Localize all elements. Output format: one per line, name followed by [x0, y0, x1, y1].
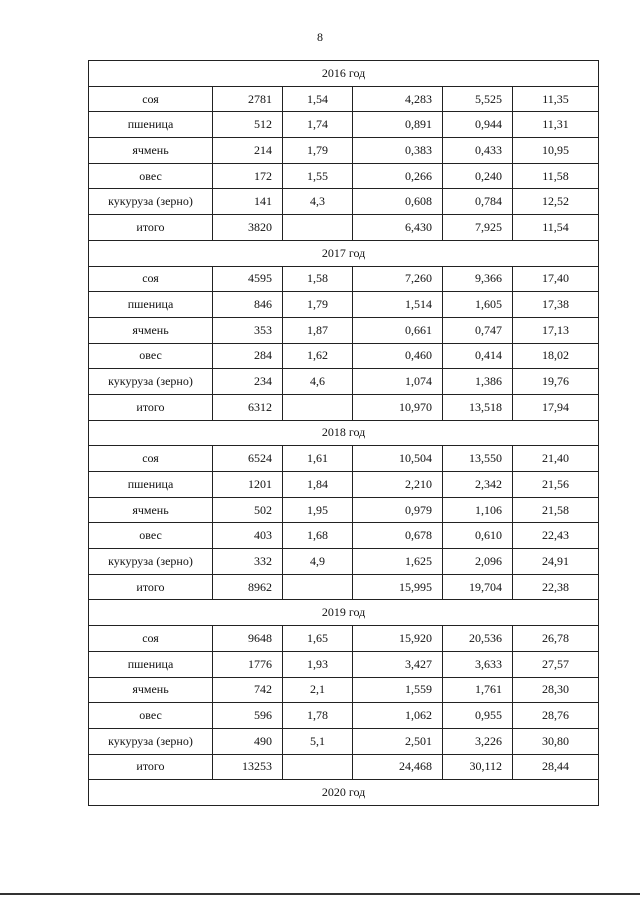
value-cell: 0,610 [443, 523, 513, 549]
year-label: 2018 год [89, 420, 599, 446]
value-cell [283, 574, 353, 600]
value-cell: 234 [213, 369, 283, 395]
value-cell: 1,386 [443, 369, 513, 395]
year-header-row [89, 240, 599, 266]
value-cell: 5,1 [283, 728, 353, 754]
value-cell: 1,55 [283, 163, 353, 189]
value-cell: 11,58 [513, 163, 599, 189]
table-row [89, 651, 599, 677]
value-cell: 512 [213, 112, 283, 138]
table-row [89, 626, 599, 652]
crop-name-cell: итого [89, 215, 213, 241]
value-cell: 28,30 [513, 677, 599, 703]
value-cell: 0,266 [353, 163, 443, 189]
year-header-row [89, 600, 599, 626]
table-row [89, 317, 599, 343]
value-cell: 13253 [213, 754, 283, 780]
value-cell: 0,383 [353, 138, 443, 164]
table-row [89, 574, 599, 600]
value-cell: 0,891 [353, 112, 443, 138]
crop-name-cell: овес [89, 163, 213, 189]
value-cell: 1,95 [283, 497, 353, 523]
value-cell: 11,54 [513, 215, 599, 241]
value-cell: 0,979 [353, 497, 443, 523]
crop-name-cell: ячмень [89, 677, 213, 703]
value-cell: 4,9 [283, 549, 353, 575]
value-cell: 15,920 [353, 626, 443, 652]
value-cell: 214 [213, 138, 283, 164]
value-cell: 24,91 [513, 549, 599, 575]
value-cell: 846 [213, 292, 283, 318]
value-cell: 27,57 [513, 651, 599, 677]
value-cell: 4,6 [283, 369, 353, 395]
value-cell: 141 [213, 189, 283, 215]
value-cell: 10,95 [513, 138, 599, 164]
value-cell: 22,38 [513, 574, 599, 600]
value-cell: 13,518 [443, 394, 513, 420]
table-row [89, 446, 599, 472]
value-cell: 2,501 [353, 728, 443, 754]
year-label: 2016 год [89, 61, 599, 87]
crop-name-cell: итого [89, 394, 213, 420]
table-row [89, 292, 599, 318]
crop-name-cell: ячмень [89, 317, 213, 343]
value-cell: 1776 [213, 651, 283, 677]
crop-name-cell: соя [89, 626, 213, 652]
crop-name-cell: пшеница [89, 292, 213, 318]
value-cell: 1,84 [283, 472, 353, 498]
value-cell: 10,504 [353, 446, 443, 472]
value-cell: 6312 [213, 394, 283, 420]
page-bottom-edge [0, 893, 640, 895]
value-cell: 9648 [213, 626, 283, 652]
table-row [89, 343, 599, 369]
value-cell: 26,78 [513, 626, 599, 652]
value-cell: 1,65 [283, 626, 353, 652]
value-cell: 2,210 [353, 472, 443, 498]
crop-name-cell: овес [89, 523, 213, 549]
table-row [89, 215, 599, 241]
value-cell: 1,514 [353, 292, 443, 318]
crop-name-cell: соя [89, 86, 213, 112]
value-cell: 2781 [213, 86, 283, 112]
value-cell: 21,58 [513, 497, 599, 523]
value-cell: 2,096 [443, 549, 513, 575]
crop-name-cell: пшеница [89, 112, 213, 138]
value-cell: 1,559 [353, 677, 443, 703]
value-cell: 4595 [213, 266, 283, 292]
value-cell: 1,79 [283, 292, 353, 318]
crop-name-cell: соя [89, 446, 213, 472]
year-header-row [89, 420, 599, 446]
value-cell: 403 [213, 523, 283, 549]
value-cell: 1,74 [283, 112, 353, 138]
value-cell: 3,226 [443, 728, 513, 754]
value-cell: 0,608 [353, 189, 443, 215]
crop-data-table [88, 60, 599, 806]
value-cell: 11,31 [513, 112, 599, 138]
value-cell: 17,40 [513, 266, 599, 292]
value-cell: 1,625 [353, 549, 443, 575]
year-header-row [89, 780, 599, 806]
value-cell [283, 394, 353, 420]
value-cell: 6524 [213, 446, 283, 472]
value-cell: 10,970 [353, 394, 443, 420]
value-cell: 21,40 [513, 446, 599, 472]
value-cell: 1,79 [283, 138, 353, 164]
value-cell: 30,112 [443, 754, 513, 780]
value-cell: 20,536 [443, 626, 513, 652]
value-cell: 21,56 [513, 472, 599, 498]
value-cell: 6,430 [353, 215, 443, 241]
table-row [89, 728, 599, 754]
value-cell: 0,784 [443, 189, 513, 215]
table-row [89, 549, 599, 575]
value-cell: 9,366 [443, 266, 513, 292]
value-cell: 490 [213, 728, 283, 754]
value-cell: 28,44 [513, 754, 599, 780]
crop-name-cell: итого [89, 754, 213, 780]
table-row [89, 703, 599, 729]
crop-name-cell: ячмень [89, 138, 213, 164]
value-cell: 3,427 [353, 651, 443, 677]
crop-name-cell: итого [89, 574, 213, 600]
value-cell: 19,76 [513, 369, 599, 395]
year-header-row [89, 61, 599, 87]
value-cell: 8962 [213, 574, 283, 600]
crop-name-cell: кукуруза (зерно) [89, 549, 213, 575]
year-label: 2019 год [89, 600, 599, 626]
crop-name-cell: овес [89, 703, 213, 729]
value-cell: 12,52 [513, 189, 599, 215]
table-row [89, 472, 599, 498]
value-cell: 1,074 [353, 369, 443, 395]
table-row [89, 677, 599, 703]
value-cell: 4,283 [353, 86, 443, 112]
value-cell: 0,460 [353, 343, 443, 369]
value-cell: 18,02 [513, 343, 599, 369]
value-cell: 1,68 [283, 523, 353, 549]
value-cell: 0,661 [353, 317, 443, 343]
value-cell: 2,1 [283, 677, 353, 703]
value-cell: 1,54 [283, 86, 353, 112]
value-cell: 0,944 [443, 112, 513, 138]
crop-name-cell: кукуруза (зерно) [89, 728, 213, 754]
value-cell: 1,93 [283, 651, 353, 677]
value-cell: 4,3 [283, 189, 353, 215]
value-cell: 17,94 [513, 394, 599, 420]
value-cell: 353 [213, 317, 283, 343]
value-cell: 13,550 [443, 446, 513, 472]
crop-name-cell: кукуруза (зерно) [89, 189, 213, 215]
value-cell: 1,062 [353, 703, 443, 729]
value-cell: 596 [213, 703, 283, 729]
table-row [89, 163, 599, 189]
crop-name-cell: ячмень [89, 497, 213, 523]
value-cell: 1,605 [443, 292, 513, 318]
crop-name-cell: овес [89, 343, 213, 369]
value-cell: 2,342 [443, 472, 513, 498]
value-cell: 1,78 [283, 703, 353, 729]
value-cell: 0,433 [443, 138, 513, 164]
value-cell [283, 215, 353, 241]
value-cell: 1,87 [283, 317, 353, 343]
value-cell: 0,955 [443, 703, 513, 729]
table-row [89, 754, 599, 780]
value-cell: 502 [213, 497, 283, 523]
value-cell: 24,468 [353, 754, 443, 780]
value-cell [283, 754, 353, 780]
value-cell: 332 [213, 549, 283, 575]
value-cell: 1,761 [443, 677, 513, 703]
table-row [89, 369, 599, 395]
crop-name-cell: соя [89, 266, 213, 292]
value-cell: 284 [213, 343, 283, 369]
table-row [89, 394, 599, 420]
value-cell: 30,80 [513, 728, 599, 754]
crop-name-cell: пшеница [89, 651, 213, 677]
page-number: 8 [317, 30, 323, 44]
value-cell: 1,106 [443, 497, 513, 523]
table-row [89, 266, 599, 292]
value-cell: 7,925 [443, 215, 513, 241]
crop-name-cell: кукуруза (зерно) [89, 369, 213, 395]
year-label: 2020 год [89, 780, 599, 806]
table-row [89, 112, 599, 138]
value-cell: 3820 [213, 215, 283, 241]
value-cell: 0,240 [443, 163, 513, 189]
table-row [89, 497, 599, 523]
year-label: 2017 год [89, 240, 599, 266]
value-cell: 19,704 [443, 574, 513, 600]
crop-name-cell: пшеница [89, 472, 213, 498]
value-cell: 17,38 [513, 292, 599, 318]
value-cell: 1,62 [283, 343, 353, 369]
value-cell: 0,414 [443, 343, 513, 369]
value-cell: 11,35 [513, 86, 599, 112]
value-cell: 0,747 [443, 317, 513, 343]
value-cell: 5,525 [443, 86, 513, 112]
value-cell: 1,61 [283, 446, 353, 472]
table-row [89, 189, 599, 215]
value-cell: 172 [213, 163, 283, 189]
value-cell: 7,260 [353, 266, 443, 292]
table-row [89, 138, 599, 164]
value-cell: 3,633 [443, 651, 513, 677]
table-body [89, 61, 599, 806]
table-row [89, 86, 599, 112]
value-cell: 1201 [213, 472, 283, 498]
value-cell: 1,58 [283, 266, 353, 292]
value-cell: 0,678 [353, 523, 443, 549]
value-cell: 28,76 [513, 703, 599, 729]
table-row [89, 523, 599, 549]
value-cell: 22,43 [513, 523, 599, 549]
value-cell: 742 [213, 677, 283, 703]
value-cell: 15,995 [353, 574, 443, 600]
value-cell: 17,13 [513, 317, 599, 343]
